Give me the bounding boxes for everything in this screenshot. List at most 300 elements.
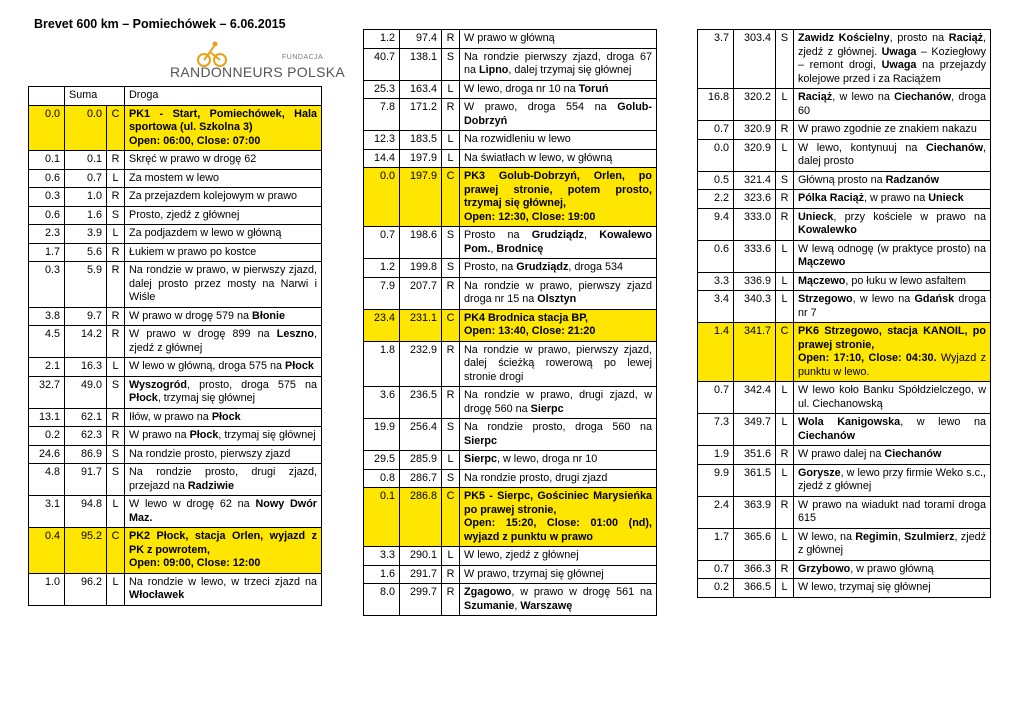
table-row xyxy=(364,469,657,488)
description-cell: Na rondzie w prawo, pierwszy zjazd droga nr 15 na Olsztyn xyxy=(460,277,657,309)
distance-cell: 0.3 xyxy=(29,188,65,207)
distance-cell: 0.3 xyxy=(29,262,65,308)
description-cell: W lewo koło Banku Spółdzielczego, w ul. Ciechanowską xyxy=(794,382,991,414)
table-row xyxy=(364,149,657,168)
checkpoint-row xyxy=(29,528,322,574)
distance-cell: 1.9 xyxy=(698,446,734,465)
turn-cell: L xyxy=(442,149,460,168)
table-row xyxy=(698,121,991,140)
description-cell: Na rondzie prosto, drugi zjazd, przejazd na Radziwie xyxy=(125,464,322,496)
table-row xyxy=(698,382,991,414)
turn-cell: S xyxy=(442,469,460,488)
turn-cell: S xyxy=(442,259,460,278)
sum-cell: 197.9 xyxy=(400,149,442,168)
description-cell: Skręć w prawo w drogę 62 xyxy=(125,151,322,170)
turn-cell: L xyxy=(776,414,794,446)
sum-cell: 0.7 xyxy=(65,169,107,188)
sum-cell: 96.2 xyxy=(65,573,107,605)
description-cell: Na rozwidleniu w lewo xyxy=(460,131,657,150)
table-row xyxy=(698,579,991,598)
table-row xyxy=(29,445,322,464)
distance-cell: 8.0 xyxy=(364,584,400,616)
turn-cell: R xyxy=(442,584,460,616)
turn-cell: R xyxy=(776,190,794,209)
description-cell: Za przejazdem kolejowym w prawo xyxy=(125,188,322,207)
header-road: Droga xyxy=(125,87,322,106)
sum-cell: 236.5 xyxy=(400,387,442,419)
sum-cell: 286.8 xyxy=(400,488,442,547)
randonneurs-logo xyxy=(170,40,345,82)
distance-cell: 0.6 xyxy=(29,169,65,188)
turn-cell: L xyxy=(776,89,794,121)
description-cell: Sierpc, w lewo, droga nr 10 xyxy=(460,451,657,470)
description-cell: Raciąż, w lewo na Ciechanów, droga 60 xyxy=(794,89,991,121)
distance-cell: 29.5 xyxy=(364,451,400,470)
sum-cell: 207.7 xyxy=(400,277,442,309)
distance-cell: 0.0 xyxy=(29,105,65,151)
turn-cell: R xyxy=(776,560,794,579)
sum-cell: 333.6 xyxy=(734,240,776,272)
table-row xyxy=(698,560,991,579)
sum-cell: 365.6 xyxy=(734,528,776,560)
sum-cell: 299.7 xyxy=(400,584,442,616)
header-sum: Suma xyxy=(65,87,125,106)
distance-cell: 1.4 xyxy=(698,323,734,382)
turn-cell: R xyxy=(107,326,125,358)
table-row xyxy=(698,414,991,446)
description-cell: W lewo, na Regimin, Szulmierz, zjedź z głównej xyxy=(794,528,991,560)
sum-cell: 320.9 xyxy=(734,121,776,140)
description-cell: W lewo w drogę 62 na Nowy Dwór Maz. xyxy=(125,496,322,528)
turn-cell: S xyxy=(442,419,460,451)
distance-cell: 1.2 xyxy=(364,30,400,49)
sum-cell: 183.5 xyxy=(400,131,442,150)
route-table-1 xyxy=(28,86,322,606)
turn-cell: L xyxy=(442,80,460,99)
description-cell: W lewo, zjedź z głównej xyxy=(460,547,657,566)
distance-cell: 0.5 xyxy=(698,171,734,190)
turn-cell: S xyxy=(776,171,794,190)
checkpoint-row xyxy=(698,323,991,382)
description-cell: Na rondzie w prawo, w pierwszy zjazd, dalej prosto przez mosty na Narwi i Wiśle xyxy=(125,262,322,308)
description-cell: Gorysze, w lewo przy firmie Weko s.c., zjedź z głównej xyxy=(794,464,991,496)
sum-cell: 363.9 xyxy=(734,496,776,528)
description-cell: W prawo zgodnie ze znakiem nakazu xyxy=(794,121,991,140)
distance-cell: 16.8 xyxy=(698,89,734,121)
turn-cell: R xyxy=(442,387,460,419)
sum-cell: 366.3 xyxy=(734,560,776,579)
distance-cell: 3.4 xyxy=(698,291,734,323)
table-row xyxy=(698,240,991,272)
turn-cell: R xyxy=(107,243,125,262)
turn-cell: C xyxy=(107,528,125,574)
description-cell: Główną prosto na Radzanów xyxy=(794,171,991,190)
sum-cell: 349.7 xyxy=(734,414,776,446)
turn-cell: R xyxy=(442,30,460,49)
table-row xyxy=(698,446,991,465)
sum-cell: 5.6 xyxy=(65,243,107,262)
distance-cell: 4.8 xyxy=(29,464,65,496)
sum-cell: 0.0 xyxy=(65,105,107,151)
turn-cell: R xyxy=(107,151,125,170)
turn-cell: C xyxy=(442,488,460,547)
sum-cell: 171.2 xyxy=(400,99,442,131)
distance-cell: 9.4 xyxy=(698,208,734,240)
turn-cell: S xyxy=(442,227,460,259)
table-row xyxy=(698,272,991,291)
description-cell: W lewo, trzymaj się głównej xyxy=(794,579,991,598)
distance-cell: 13.1 xyxy=(29,408,65,427)
description-cell: Zgagowo, w prawo w drogę 561 na Szumanie, Warszawę xyxy=(460,584,657,616)
turn-cell: R xyxy=(776,496,794,528)
description-cell: W prawo dalej na Ciechanów xyxy=(794,446,991,465)
turn-cell: R xyxy=(107,188,125,207)
table-row xyxy=(29,573,322,605)
sum-cell: 320.9 xyxy=(734,139,776,171)
table-row xyxy=(29,376,322,408)
description-cell: PK5 - Sierpc, Gościniec Marysieńka po prawej stronie, Open: 15:20, Close: 01:00 (nd), wyjazd z punktu w prawo xyxy=(460,488,657,547)
checkpoint-row xyxy=(29,105,322,151)
turn-cell: C xyxy=(442,168,460,227)
description-cell: Prosto, na Grudziądz, droga 534 xyxy=(460,259,657,278)
table-row xyxy=(698,464,991,496)
distance-cell: 0.2 xyxy=(698,579,734,598)
distance-cell: 2.3 xyxy=(29,225,65,244)
sum-cell: 49.0 xyxy=(65,376,107,408)
turn-cell: S xyxy=(107,206,125,225)
table-row xyxy=(698,496,991,528)
sum-cell: 323.6 xyxy=(734,190,776,209)
description-cell: Unieck, przy kościele w prawo na Kowalewko xyxy=(794,208,991,240)
description-cell: W lewą odnogę (w praktyce prosto) na Mączewo xyxy=(794,240,991,272)
turn-cell: L xyxy=(107,358,125,377)
table-row xyxy=(29,262,322,308)
sum-cell: 1.0 xyxy=(65,188,107,207)
description-cell: Na rondzie prosto, droga 560 na Sierpc xyxy=(460,419,657,451)
description-cell: PK1 - Start, Pomiechówek, Hala sportowa (ul. Szkolna 3) Open: 06:00, Close: 07:00 xyxy=(125,105,322,151)
logo-text: RANDONNEURS POLSKA xyxy=(170,64,345,80)
table-row xyxy=(29,206,322,225)
description-cell: Iłów, w prawo na Płock xyxy=(125,408,322,427)
sum-cell: 341.7 xyxy=(734,323,776,382)
distance-cell: 14.4 xyxy=(364,149,400,168)
table-row xyxy=(29,225,322,244)
sum-cell: 256.4 xyxy=(400,419,442,451)
table-row xyxy=(364,565,657,584)
table-row xyxy=(29,151,322,170)
description-cell: Na rondzie pierwszy zjazd, droga 67 na Lipno, dalej trzymaj się głównej xyxy=(460,48,657,80)
sum-cell: 91.7 xyxy=(65,464,107,496)
description-cell: W lewo w główną, droga 575 na Płock xyxy=(125,358,322,377)
sum-cell: 94.8 xyxy=(65,496,107,528)
sum-cell: 14.2 xyxy=(65,326,107,358)
description-cell: Na rondzie prosto, pierwszy zjazd xyxy=(125,445,322,464)
distance-cell: 0.6 xyxy=(698,240,734,272)
description-cell: Mączewo, po łuku w lewo asfaltem xyxy=(794,272,991,291)
sum-cell: 340.3 xyxy=(734,291,776,323)
sum-cell: 97.4 xyxy=(400,30,442,49)
table-row xyxy=(364,387,657,419)
turn-cell: L xyxy=(442,547,460,566)
sum-cell: 303.4 xyxy=(734,30,776,89)
distance-cell: 1.7 xyxy=(29,243,65,262)
table-row xyxy=(364,227,657,259)
distance-cell: 1.7 xyxy=(698,528,734,560)
description-cell: Na rondzie w prawo, drugi zjazd, w drogę 560 na Sierpc xyxy=(460,387,657,419)
table-row xyxy=(698,171,991,190)
distance-cell: 2.4 xyxy=(698,496,734,528)
sum-cell: 5.9 xyxy=(65,262,107,308)
turn-cell: S xyxy=(107,445,125,464)
sum-cell: 198.6 xyxy=(400,227,442,259)
table-row xyxy=(29,496,322,528)
description-cell: Zawidz Kościelny, prosto na Raciąż, zjedź z głównej. Uwaga – Koziegłowy – remont drogi, Uwaga na przejazdy kolejowe przed i za Raciążem xyxy=(794,30,991,89)
description-cell: Strzegowo, w lewo na Gdańsk droga nr 7 xyxy=(794,291,991,323)
description-cell: Wola Kanigowska, w lewo na Ciechanów xyxy=(794,414,991,446)
distance-cell: 1.6 xyxy=(364,565,400,584)
description-cell: PK3 Golub-Dobrzyń, Orlen, po prawej stronie, potem prosto, trzymaj się głównej, Open: 12:30, Close: 19:00 xyxy=(460,168,657,227)
distance-cell: 4.5 xyxy=(29,326,65,358)
sum-cell: 351.6 xyxy=(734,446,776,465)
turn-cell: L xyxy=(776,528,794,560)
turn-cell: R xyxy=(107,262,125,308)
description-cell: W lewo, kontynuuj na Ciechanów, dalej prosto xyxy=(794,139,991,171)
distance-cell: 0.0 xyxy=(698,139,734,171)
turn-cell: S xyxy=(442,48,460,80)
sum-cell: 199.8 xyxy=(400,259,442,278)
table-row xyxy=(364,259,657,278)
turn-cell: L xyxy=(776,139,794,171)
header-distance xyxy=(29,87,65,106)
table-row xyxy=(364,80,657,99)
turn-cell: L xyxy=(107,496,125,528)
distance-cell: 0.6 xyxy=(29,206,65,225)
sum-cell: 3.9 xyxy=(65,225,107,244)
table-row xyxy=(29,358,322,377)
sum-cell: 0.1 xyxy=(65,151,107,170)
description-cell: W prawo w drogę 899 na Leszno, zjedź z głównej xyxy=(125,326,322,358)
distance-cell: 0.7 xyxy=(698,121,734,140)
distance-cell: 1.0 xyxy=(29,573,65,605)
table-row xyxy=(698,89,991,121)
distance-cell: 32.7 xyxy=(29,376,65,408)
sum-cell: 138.1 xyxy=(400,48,442,80)
sum-cell: 197.9 xyxy=(400,168,442,227)
distance-cell: 24.6 xyxy=(29,445,65,464)
sum-cell: 62.3 xyxy=(65,427,107,446)
description-cell: W prawo w główną xyxy=(460,30,657,49)
distance-cell: 40.7 xyxy=(364,48,400,80)
sum-cell: 291.7 xyxy=(400,565,442,584)
distance-cell: 0.7 xyxy=(698,560,734,579)
distance-cell: 3.3 xyxy=(364,547,400,566)
description-cell: PK4 Brodnica stacja BP, Open: 13:40, Close: 21:20 xyxy=(460,309,657,341)
turn-cell: L xyxy=(442,451,460,470)
sum-cell: 366.5 xyxy=(734,579,776,598)
table-row xyxy=(29,408,322,427)
description-cell: Prosto na Grudziądz, Kowalewo Pom., Brodnicę xyxy=(460,227,657,259)
sum-cell: 285.9 xyxy=(400,451,442,470)
distance-cell: 9.9 xyxy=(698,464,734,496)
description-cell: PK6 Strzegowo, stacja KANOIL, po prawej stronie, Open: 17:10, Close: 04:30. Wyjazd z punktu w lewo. xyxy=(794,323,991,382)
description-cell: W prawo, droga 554 na Golub-Dobrzyń xyxy=(460,99,657,131)
turn-cell: R xyxy=(442,341,460,387)
sum-cell: 86.9 xyxy=(65,445,107,464)
description-cell: Na rondzie prosto, drugi zjazd xyxy=(460,469,657,488)
distance-cell: 0.7 xyxy=(364,227,400,259)
distance-cell: 1.2 xyxy=(364,259,400,278)
description-cell: W prawo, trzymaj się głównej xyxy=(460,565,657,584)
table-row xyxy=(698,30,991,89)
sum-cell: 231.1 xyxy=(400,309,442,341)
turn-cell: R xyxy=(776,208,794,240)
sum-cell: 62.1 xyxy=(65,408,107,427)
turn-cell: L xyxy=(107,573,125,605)
table-row xyxy=(364,277,657,309)
table-header xyxy=(29,87,322,106)
turn-cell: R xyxy=(776,446,794,465)
distance-cell: 7.9 xyxy=(364,277,400,309)
table-row xyxy=(29,427,322,446)
description-cell: W prawo na Płock, trzymaj się głównej xyxy=(125,427,322,446)
distance-cell: 7.3 xyxy=(698,414,734,446)
description-cell: Wyszogród, prosto, droga 575 na Płock, trzymaj się głównej xyxy=(125,376,322,408)
turn-cell: S xyxy=(107,464,125,496)
distance-cell: 0.2 xyxy=(29,427,65,446)
table-row xyxy=(364,341,657,387)
page-title: Brevet 600 km – Pomiechówek – 6.06.2015 xyxy=(34,17,286,31)
distance-cell: 0.4 xyxy=(29,528,65,574)
turn-cell: R xyxy=(442,565,460,584)
turn-cell: C xyxy=(107,105,125,151)
table-row xyxy=(698,139,991,171)
distance-cell: 2.1 xyxy=(29,358,65,377)
description-cell: Prosto, zjedź z głównej xyxy=(125,206,322,225)
turn-cell: L xyxy=(442,131,460,150)
table-row xyxy=(364,99,657,131)
description-cell: Za podjazdem w lewo w główną xyxy=(125,225,322,244)
distance-cell: 1.8 xyxy=(364,341,400,387)
description-cell: W lewo, droga nr 10 na Toruń xyxy=(460,80,657,99)
turn-cell: L xyxy=(107,169,125,188)
distance-cell: 7.8 xyxy=(364,99,400,131)
turn-cell: L xyxy=(776,382,794,414)
distance-cell: 0.1 xyxy=(364,488,400,547)
table-row xyxy=(364,584,657,616)
table-row xyxy=(698,528,991,560)
route-table-2 xyxy=(363,29,657,616)
checkpoint-row xyxy=(364,488,657,547)
distance-cell: 3.6 xyxy=(364,387,400,419)
sum-cell: 336.9 xyxy=(734,272,776,291)
distance-cell: 0.1 xyxy=(29,151,65,170)
description-cell: W prawo w drogę 579 na Błonie xyxy=(125,307,322,326)
turn-cell: R xyxy=(776,121,794,140)
description-cell: Na światłach w lewo, w główną xyxy=(460,149,657,168)
sum-cell: 321.4 xyxy=(734,171,776,190)
turn-cell: R xyxy=(107,408,125,427)
table-row xyxy=(698,291,991,323)
distance-cell: 0.7 xyxy=(698,382,734,414)
logo-subtitle: FUNDACJA xyxy=(282,54,324,61)
turn-cell: R xyxy=(107,307,125,326)
sum-cell: 333.0 xyxy=(734,208,776,240)
distance-cell: 0.8 xyxy=(364,469,400,488)
description-cell: Grzybowo, w prawo główną xyxy=(794,560,991,579)
turn-cell: C xyxy=(442,309,460,341)
turn-cell: R xyxy=(107,427,125,446)
table-row xyxy=(364,451,657,470)
table-row xyxy=(29,326,322,358)
description-cell: Pólka Raciąż, w prawo na Unieck xyxy=(794,190,991,209)
turn-cell: S xyxy=(776,30,794,89)
distance-cell: 23.4 xyxy=(364,309,400,341)
table-row xyxy=(29,169,322,188)
turn-cell: L xyxy=(776,291,794,323)
sum-cell: 286.7 xyxy=(400,469,442,488)
table-row xyxy=(364,30,657,49)
description-cell: Łukiem w prawo po kostce xyxy=(125,243,322,262)
distance-cell: 19.9 xyxy=(364,419,400,451)
table-row xyxy=(364,547,657,566)
sum-cell: 232.9 xyxy=(400,341,442,387)
distance-cell: 3.1 xyxy=(29,496,65,528)
sum-cell: 1.6 xyxy=(65,206,107,225)
turn-cell: L xyxy=(776,240,794,272)
table-row xyxy=(698,190,991,209)
distance-cell: 3.3 xyxy=(698,272,734,291)
checkpoint-row xyxy=(364,309,657,341)
turn-cell: R xyxy=(442,277,460,309)
turn-cell: L xyxy=(776,464,794,496)
sum-cell: 9.7 xyxy=(65,307,107,326)
sum-cell: 16.3 xyxy=(65,358,107,377)
sum-cell: 163.4 xyxy=(400,80,442,99)
table-row xyxy=(364,419,657,451)
table-row xyxy=(29,464,322,496)
table-row xyxy=(364,48,657,80)
description-cell: Na rondzie w prawo, pierwszy zjazd, dalej ścieżką rowerową po lewej stronie drogi xyxy=(460,341,657,387)
distance-cell: 3.8 xyxy=(29,307,65,326)
distance-cell: 0.0 xyxy=(364,168,400,227)
checkpoint-row xyxy=(364,168,657,227)
description-cell: W prawo na wiadukt nad torami droga 615 xyxy=(794,496,991,528)
description-cell: Na rondzie w lewo, w trzeci zjazd na Włocławek xyxy=(125,573,322,605)
table-row xyxy=(29,243,322,262)
turn-cell: L xyxy=(107,225,125,244)
sum-cell: 361.5 xyxy=(734,464,776,496)
description-cell: PK2 Płock, stacja Orlen, wyjazd z PK z powrotem, Open: 09:00, Close: 12:00 xyxy=(125,528,322,574)
table-row xyxy=(29,188,322,207)
turn-cell: L xyxy=(776,272,794,291)
description-cell: Za mostem w lewo xyxy=(125,169,322,188)
turn-cell: S xyxy=(107,376,125,408)
turn-cell: C xyxy=(776,323,794,382)
sum-cell: 342.4 xyxy=(734,382,776,414)
table-row xyxy=(29,307,322,326)
distance-cell: 25.3 xyxy=(364,80,400,99)
turn-cell: R xyxy=(442,99,460,131)
sum-cell: 95.2 xyxy=(65,528,107,574)
turn-cell: L xyxy=(776,579,794,598)
sum-cell: 320.2 xyxy=(734,89,776,121)
table-row xyxy=(364,131,657,150)
distance-cell: 2.2 xyxy=(698,190,734,209)
distance-cell: 3.7 xyxy=(698,30,734,89)
distance-cell: 12.3 xyxy=(364,131,400,150)
route-table-3 xyxy=(697,29,991,598)
table-row xyxy=(698,208,991,240)
